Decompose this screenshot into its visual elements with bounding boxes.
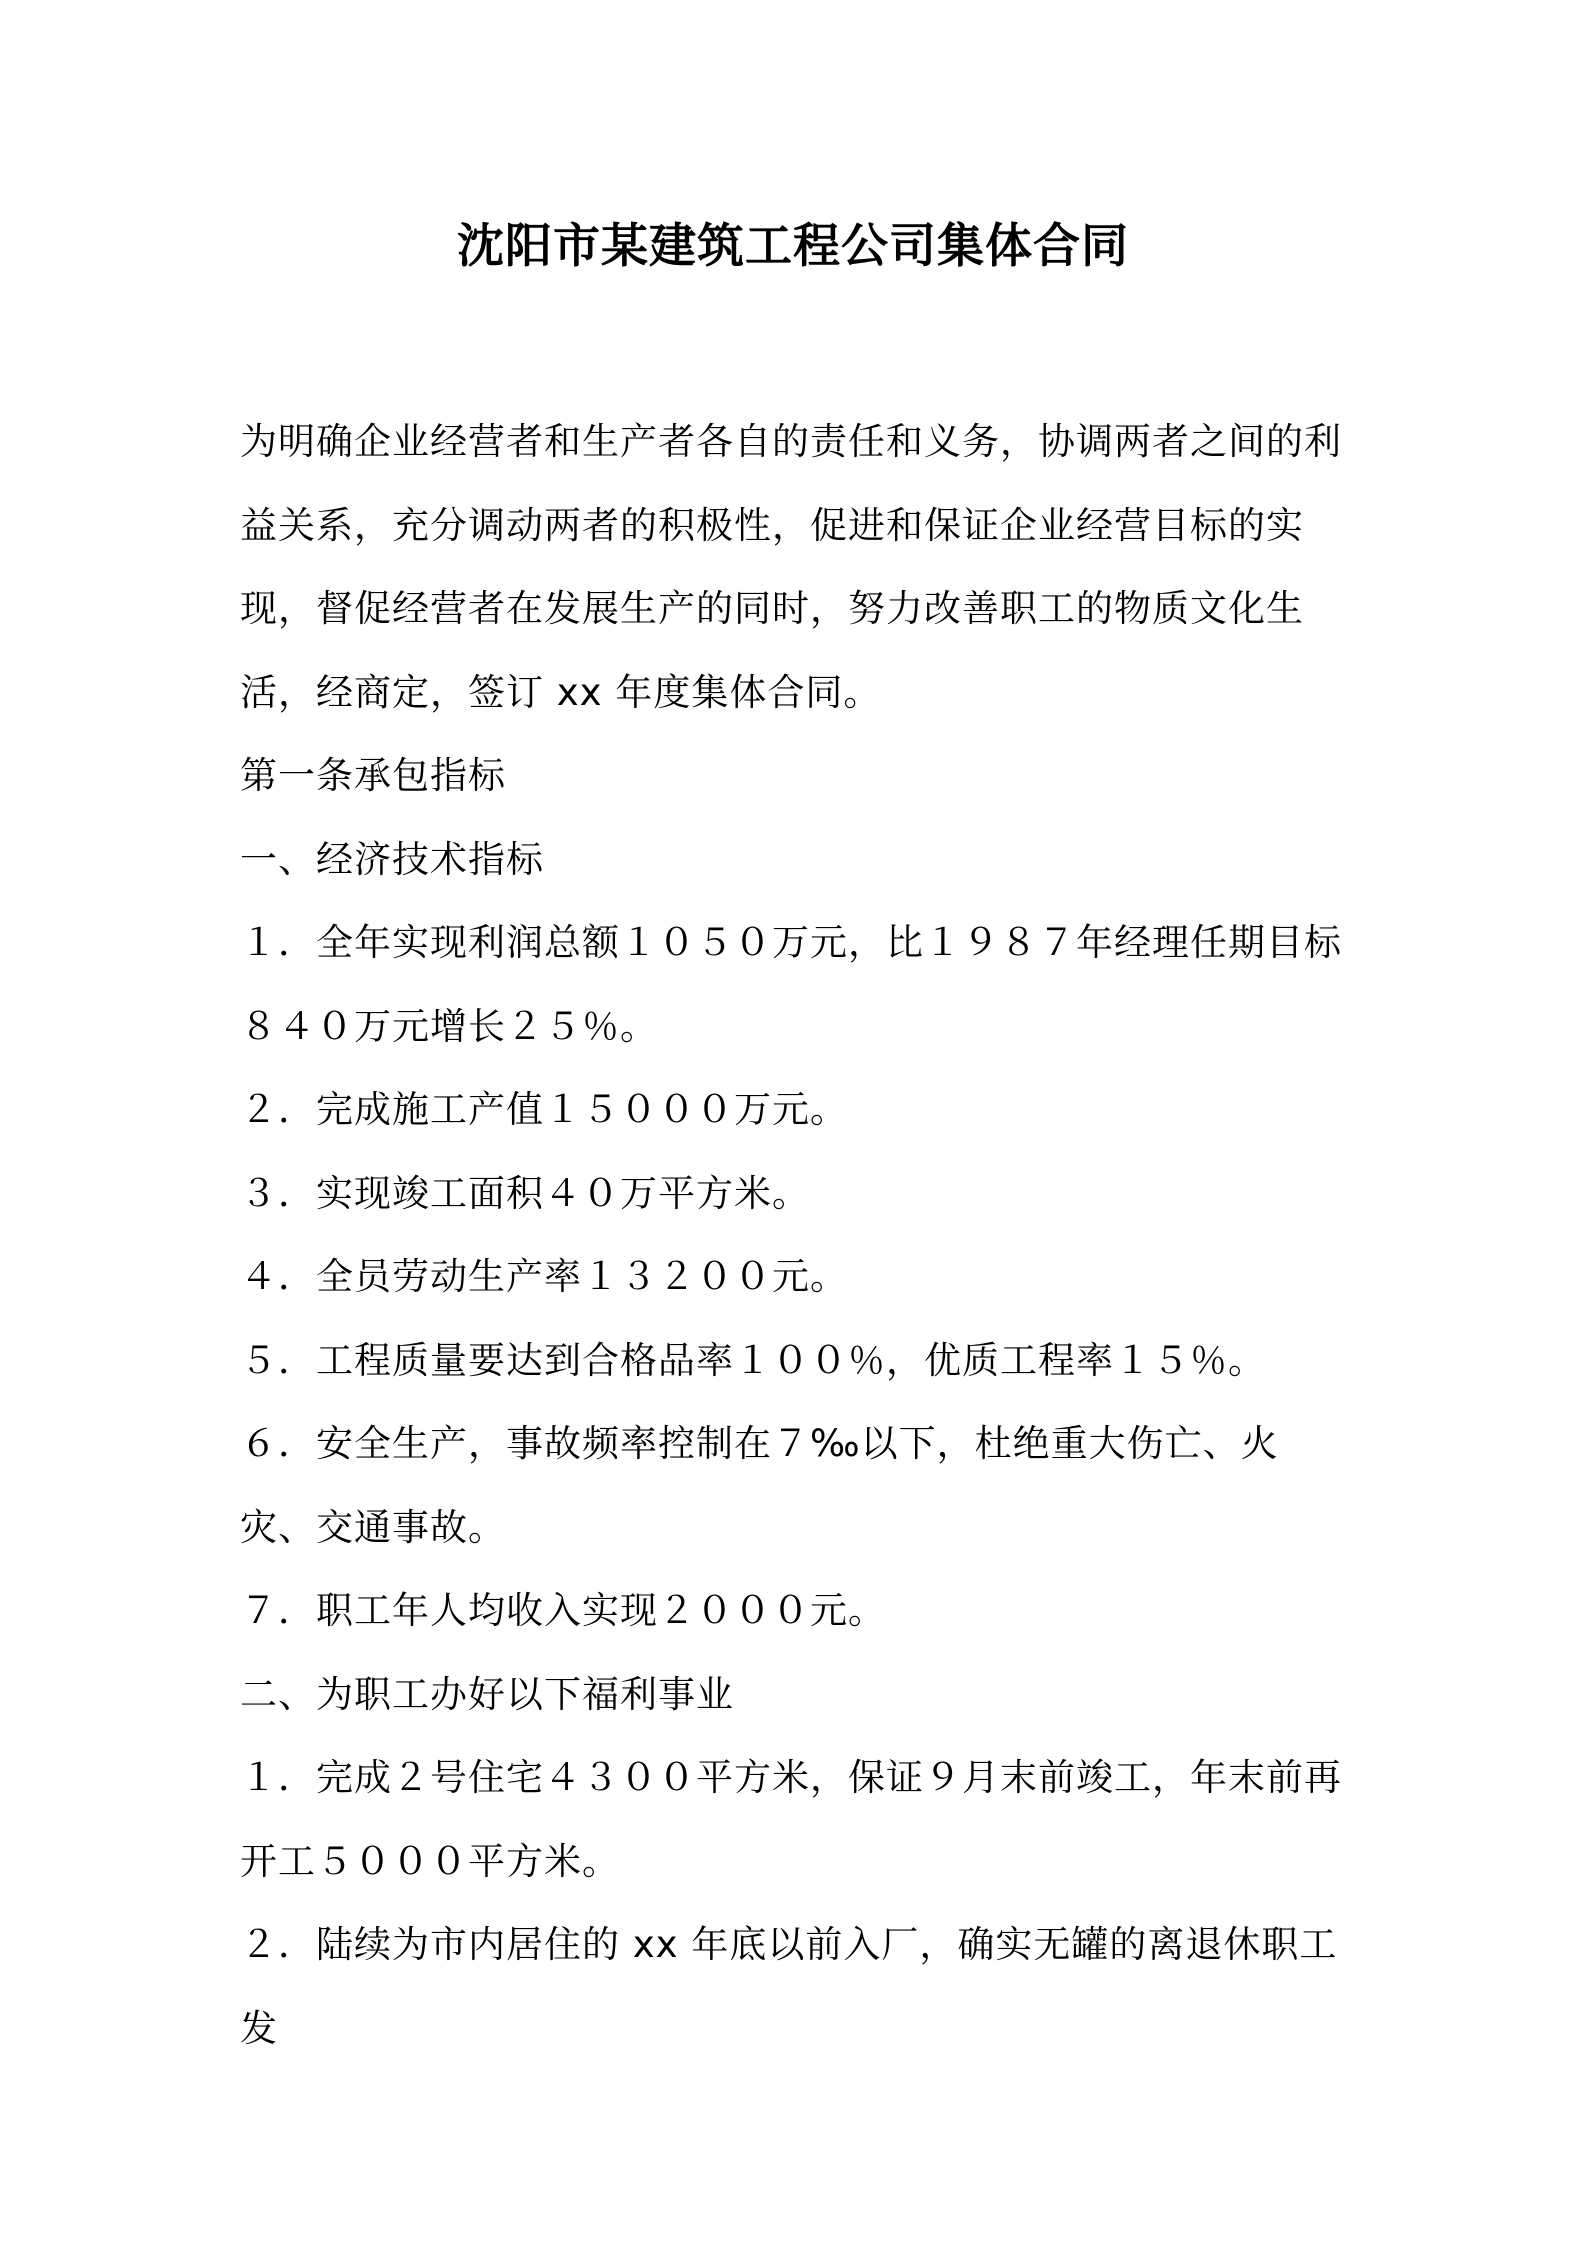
- list-item: ７．职工年人均收入实现２０００元。: [240, 1589, 886, 1632]
- document-title: 沈阳市某建筑工程公司集体合同: [457, 219, 1129, 274]
- list-item: ２．陆续为市内居住的 xx 年底以前入厂，确实无罐的离退休职工发: [240, 1923, 1338, 2050]
- list-item: ４．全员劳动生产率１３２００元。: [240, 1255, 848, 1298]
- document-body: [240, 400, 1350, 2070]
- list-item: ６．安全生产，事故频率控制在７‰以下，杜绝重大伤亡、火灾、交通事故。: [240, 1422, 1279, 1549]
- list-item: ３．实现竣工面积４０万平方米。: [240, 1171, 810, 1215]
- intro-paragraph: 为明确企业经营者和生产者各自的责任和义务，协调两者之间的利益关系，充分调动两者的积极性，促进和保证企业经营目标的实现，督促经营者在发展生产的同时，努力改善职工的物质文化生活，经商定，签订 xx 年度集体合同。: [240, 420, 1342, 714]
- section-heading-article-1: 第一条承包指标: [240, 754, 506, 797]
- list-item: ５．工程质量要达到合格品率１００％，优质工程率１５％。: [240, 1338, 1266, 1382]
- subsection-heading-welfare: 二、为职工办好以下福利事业: [240, 1672, 734, 1716]
- list-item: ２．完成施工产值１５０００万元。: [240, 1088, 848, 1131]
- subsection-heading-economic-indicators: 一、经济技术指标: [240, 837, 544, 881]
- list-item: １．完成２号住宅４３００平方米，保证９月末前竣工，年末前再开工５０００平方米。: [240, 1756, 1342, 1883]
- list-item: １．全年实现利润总额１０５０万元，比１９８７年经理任期目标８４０万元增长２５％。: [240, 921, 1342, 1048]
